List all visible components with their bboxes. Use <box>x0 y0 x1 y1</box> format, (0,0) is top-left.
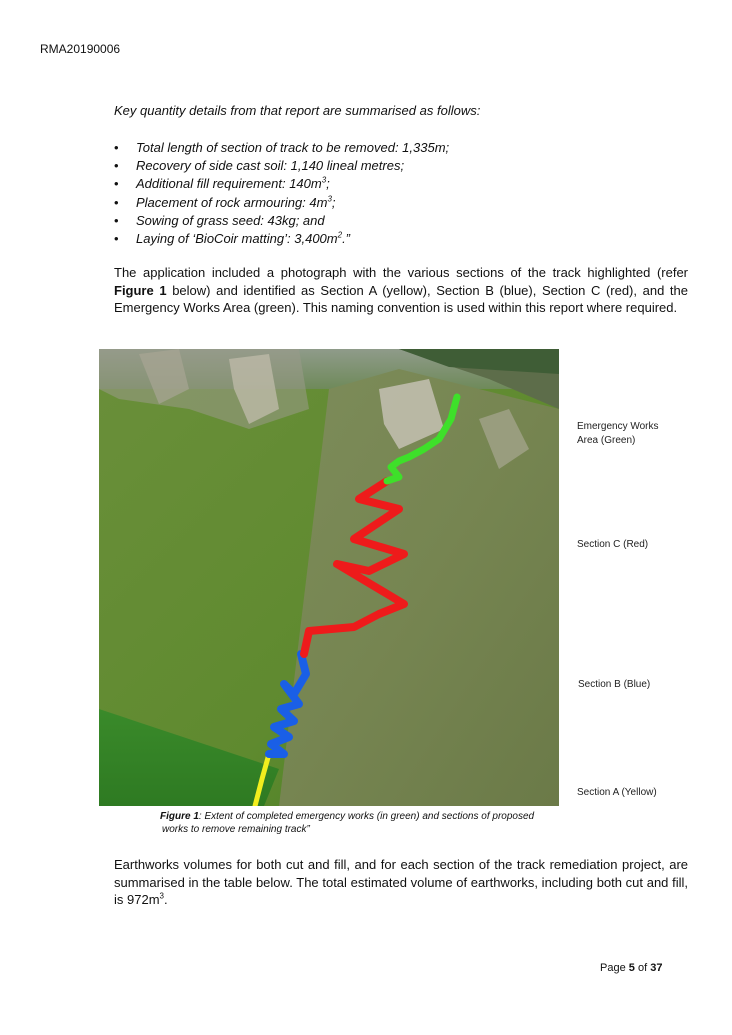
intro-text: Key quantity details from that report are summarised as follows: <box>114 103 481 118</box>
bullet-icon: • <box>114 194 119 210</box>
list-item <box>114 157 449 175</box>
bullet-icon: • <box>114 230 119 246</box>
legend-label-line: Area (Green) <box>577 435 636 446</box>
application-paragraph <box>114 264 688 317</box>
bullet-icon: • <box>114 212 119 228</box>
item-text: Laying of ‘BioCoir matting’: 3,400m <box>136 230 338 246</box>
legend-section-c: Section C (Red) <box>577 539 649 550</box>
paragraph-text: The application included a photograph with the various sections of the track highlighted (refer <box>114 265 688 280</box>
caption-label <box>160 811 534 822</box>
paragraph-text: Earthworks volumes for both cut and fill, and for each section of the track remediation project, are summarised in the table below. The total estimated volume of earthworks, including both cut and fill, is 972m <box>114 857 688 908</box>
item-text: Total length of section of track to be removed: 1,335m; <box>136 140 450 155</box>
bullet-icon: • <box>114 176 119 192</box>
item-suffix: ; <box>331 194 336 210</box>
document-reference: RMA20190006 <box>40 42 121 56</box>
caption-figure-number: Figure 1 <box>160 811 199 822</box>
legend-section-b: Section B (Blue) <box>578 679 651 690</box>
earthworks-paragraph <box>114 856 688 909</box>
current-page: 5 <box>628 962 635 974</box>
bullet-icon: • <box>114 140 119 155</box>
of-word: of <box>637 962 648 974</box>
item-suffix: ; <box>326 176 330 192</box>
track-photograph <box>99 349 559 806</box>
item-text: Sowing of grass seed: 43kg; and <box>136 212 325 228</box>
quantity-list <box>114 139 449 248</box>
item-text: Recovery of side cast soil: 1,140 lineal metres; <box>136 158 405 174</box>
superscript: 3 <box>321 176 327 186</box>
superscript: 3 <box>159 891 164 901</box>
legend-emergency-works <box>577 420 659 448</box>
legend-section-a: Section A (Yellow) <box>577 787 657 798</box>
list-item <box>114 230 449 248</box>
figure-reference: Figure 1 <box>114 282 167 298</box>
list-item <box>114 212 449 230</box>
list-item <box>114 139 449 157</box>
superscript: 3 <box>327 194 332 204</box>
legend-label-line: Emergency Works <box>577 421 659 432</box>
total-pages: 37 <box>650 962 663 974</box>
bullet-icon: • <box>114 158 119 174</box>
paragraph-text: below) and identified as Section A (yellow), Section B (blue), Section C (red), and the Emergency Works Area (green). This naming convention is used within this report where required. <box>114 282 688 316</box>
caption-text: works to remove remaining track” <box>162 824 310 835</box>
list-item <box>114 194 449 212</box>
item-suffix: .” <box>342 230 351 246</box>
list-item <box>114 175 449 193</box>
paragraph-text: . <box>163 892 168 908</box>
page-word: Page <box>600 962 626 974</box>
page-number <box>600 962 662 974</box>
item-text: Placement of rock armouring: 4m <box>136 194 328 210</box>
item-text: Additional fill requirement: 140m <box>136 176 322 192</box>
superscript: 2 <box>337 230 343 240</box>
figure-caption <box>160 810 534 836</box>
caption-text: : Extent of completed emergency works (in green) and sections of proposed <box>198 811 535 822</box>
